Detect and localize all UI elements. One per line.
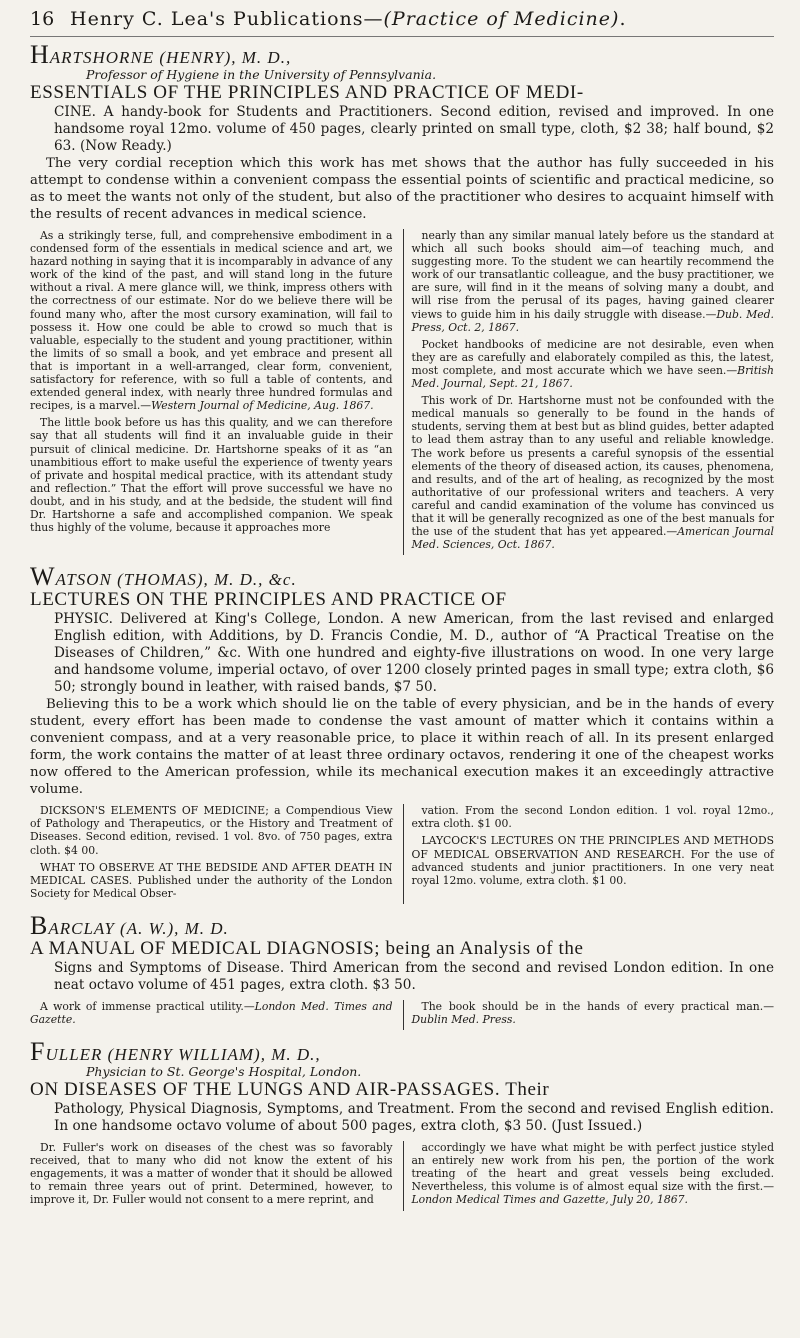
quote-text: Pocket handbooks of medicine are not desirable, even when they are as carefully and elaborately compiled as this, the latest, most complete, and most accurate which we have seen.—: [411, 337, 774, 377]
quote-source: London Medical Times and Gazette, July 20, 1867.: [411, 1193, 688, 1207]
quote-text: This work of Dr. Hartshorne must not be confounded with the medical manuals so generally to be found in the hands of students, serving them at best but as blind guides, better adapted to lead them astray than to any useful and reliable knowledge. The work before us presents a careful synopsis of the essential elements of the theory of diseased action, its causes, phenomena, and results, and of the art of healing, as recognized by the most authoritative of our professional writers and teachers. A very careful and candid examination of the volume has convinced us that it will be generally recognized as one of the best manuals for the use of the student that has yet appeared.—: [411, 394, 774, 539]
quote-text: nearly than any similar manual lately before us the standard at which all such books should aim—of teaching much, and suggesting more. To the student we can heartily recommend the work of our transatlantic colleague, and the busy practitioner, we are sure, will find in it the means of solving many a doubt, and will rise from the perusal of its pages, having gained clearer views to guide him in his daily struggle with disease.—: [411, 229, 774, 321]
book-entry: [30, 562, 774, 904]
author-name: ATSON (THOMAS), M. D., &c.: [55, 570, 297, 590]
review-columns: [30, 804, 774, 904]
author-heading: [30, 40, 774, 69]
quote-text: DICKSON'S ELEMENTS OF MEDICINE; a Compendious View of Pathology and Therapeutics, or the History and Treatment of Diseases. Second edition, revised. 1 vol. 8vo. of 750 pages, extra cloth. $4 00.: [30, 804, 393, 857]
left-column: [30, 1141, 393, 1210]
review-quote: [30, 1000, 393, 1026]
author-name: ARCLAY (A. W.), M. D.: [48, 918, 229, 938]
left-column: [30, 229, 393, 555]
book-title: ON DISEASES OF THE LUNGS AND AIR-PASSAGES. Their: [30, 1079, 550, 1101]
author-affiliation: Professor of Hygiene in the University of Pennsylvania.: [86, 67, 437, 82]
quote-text: accordingly we have what might be with perfect justice styled an entirely new work from his pen, the portion of the work treating of the heart and great vessels being excluded. Nevertheless, this volume is of almost equal size with the first.—: [411, 1141, 774, 1194]
right-column: [403, 229, 775, 555]
quote-text: LAYCOCK'S LECTURES ON THE PRINCIPLES AND METHODS OF MEDICAL OBSERVATION AND RESEARCH. For the use of advanced students and junior practitioners. In one very neat royal 12mo. volume, extra cloth. $1 00.: [411, 834, 774, 887]
quote-text: vation. From the second London edition. 1 vol. royal 12mo., extra cloth. $1 00.: [411, 804, 774, 831]
running-header: [30, 8, 774, 37]
review-quote: [30, 416, 393, 534]
review-quote: [412, 1141, 775, 1206]
quote-text: Dr. Fuller's work on diseases of the chest was so favorably received, that to many who did not know the extent of his engagements, it was a matter of wonder that it should be allowed to remain three years out of print. Determined, however, to improve it, Dr. Fuller would not consent to a mere reprint, and: [30, 1141, 393, 1207]
author-initial: H: [30, 40, 50, 69]
review-columns: [30, 229, 774, 555]
quote-source: Western Journal of Medicine, Aug. 1867.: [151, 399, 374, 413]
review-columns: [30, 1141, 774, 1210]
review-quote: [412, 804, 775, 830]
book-title: ESSENTIALS OF THE PRINCIPLES AND PRACTICE OF MEDI-: [30, 82, 584, 103]
author-initial: B: [30, 910, 49, 940]
quote-source: London Med. Times and Gazette.: [30, 999, 393, 1026]
left-column: [30, 804, 393, 904]
left-column: [30, 1000, 393, 1030]
author-initial: W: [30, 562, 56, 592]
review-quote: [412, 338, 775, 390]
publication-info: CINE. A handy-book for Students and Practitioners. Second edition, revised and improved. In one handsome royal 12mo. volume of 450 pages, clearly printed on small type, cloth, $2 38; half bound, $2 63. (Now Ready.): [54, 104, 774, 154]
quote-text: As a strikingly terse, full, and comprehensive embodiment in a condensed form of the essentials in medical science and art, we hazard nothing in saying that it is incomparably in advance of any work of the kind of the past, and will stand long in the future without a rival. A mere glance will, we think, impress others with the correctness of our estimate. Nor do we believe there will be found many who, after the most cursory examination, will fail to possess it. How one could be able to crowd so much that is valuable, especially to the student and young practitioner, within the limits of so small a book, and yet embrace and present all that is important in a well-arranged, clear form, convenient, satisfactory for reference, with so full a table of contents, and extended general index, with nearly three hundred formulas and recipes, is a marvel.—: [30, 229, 393, 413]
book-entry: [30, 1037, 774, 1210]
review-quote: [412, 229, 775, 334]
publication-info: PHYSIC. Delivered at King's College, London. A new American, from the last revised and enlarged English edition, with Additions, by D. Francis Condie, M. D., author of “A Practical Treatise on the Diseases of Children,” &c. With one hundred and eighty-five illustrations on wood. In one very large and handsome volume, imperial octavo, of over 1200 closely printed pages in small type; extra cloth, $6 50; strongly bound in leather, with raised bands, $7 50.: [54, 611, 774, 696]
author-heading: [30, 910, 774, 940]
author-name: ULLER (HENRY WILLIAM), M. D.,: [45, 1045, 321, 1065]
book-entry: [30, 40, 774, 555]
entries: [30, 40, 774, 1211]
review-quote: [412, 834, 775, 886]
quote-source: Dublin Med. Press.: [411, 1013, 516, 1026]
review-columns: [30, 1000, 774, 1030]
quote-text: The book should be in the hands of every practical man.—: [421, 999, 774, 1013]
review-quote: [412, 394, 775, 551]
book-title: LECTURES ON THE PRINCIPLES AND PRACTICE OF: [30, 589, 507, 611]
book-title: A MANUAL OF MEDICAL DIAGNOSIS; being an Analysis of the: [30, 937, 584, 959]
page-number: 16: [30, 8, 55, 30]
quote-text: A work of immense practical utility.—: [40, 999, 255, 1013]
publication-info: Pathology, Physical Diagnosis, Symptoms, and Treatment. From the second and revised English edition. In one handsome octavo volume of about 500 pages, extra cloth, $3 50. (Just Issued.): [54, 1101, 774, 1135]
quote-text: WHAT TO OBSERVE AT THE BEDSIDE AND AFTER DEATH IN MEDICAL CASES. Published under the authority of the London Society for Medical Obser-: [30, 860, 393, 900]
review-quote: [30, 229, 393, 412]
author-name: ARTSHORNE (HENRY), M. D.,: [49, 48, 292, 67]
right-column: [403, 1000, 775, 1030]
author-affiliation: Physician to St. George's Hospital, London.: [86, 1064, 362, 1080]
quote-text: The little book before us has this quality, and we can therefore say that all students will find it an invaluable guide in their pursuit of clinical medicine. Dr. Hartshorne speaks of it as “an unambitious effort to make useful the experience of twenty years of private and hospital medical practice, with its attendant study and reflection.” That the effort will prove successful we have no doubt, and in his study, and at the bedside, the student will find Dr. Hartshorne a safe and accomplished companion. We speak thus highly of the volume, because it approaches more: [30, 416, 393, 535]
book-description: The very cordial reception which this work has met shows that the author has fully succeeded in his attempt to condense within a convenient compass the essential points of scientific and practical medicine, so as to meet the wants not only of the student, but also of the practitioner who desires to acquaint himself with the results of recent advances in medical science.: [30, 156, 774, 222]
running-title: Henry C. Lea's Publications—(Practice of Medicine).: [70, 8, 627, 30]
review-quote: [30, 861, 393, 900]
review-quote: [30, 1141, 393, 1206]
quote-source: British Med. Journal, Sept. 21, 1867.: [411, 363, 774, 391]
author-heading: [30, 562, 774, 592]
right-column: [403, 1141, 775, 1210]
right-column: [403, 804, 775, 904]
quote-source: Dub. Med. Press, Oct. 2, 1867.: [411, 307, 774, 334]
book-description: Believing this to be a work which should lie on the table of every physician, and be in the hands of every student, every effort has been made to condense the vast amount of matter which it contains within a convenient compass, and at a very reasonable price, to place it within reach of all. In its present enlarged form, the work contains the matter of at least three ordinary octavos, rendering it one of the cheapest works now offered to the American profession, while its mechanical execution makes it an exceedingly attractive volume.: [30, 697, 774, 798]
review-quote: [412, 1000, 775, 1026]
author-heading: [30, 1037, 774, 1067]
book-entry: [30, 910, 774, 1030]
quote-source: American Journal Med. Sciences, Oct. 1867.: [411, 525, 774, 552]
author-initial: F: [30, 1037, 46, 1067]
publication-info: Signs and Symptoms of Disease. Third American from the second and revised London edition. In one neat octavo volume of 451 pages, extra cloth. $3 50.: [54, 959, 774, 993]
review-quote: [30, 804, 393, 856]
